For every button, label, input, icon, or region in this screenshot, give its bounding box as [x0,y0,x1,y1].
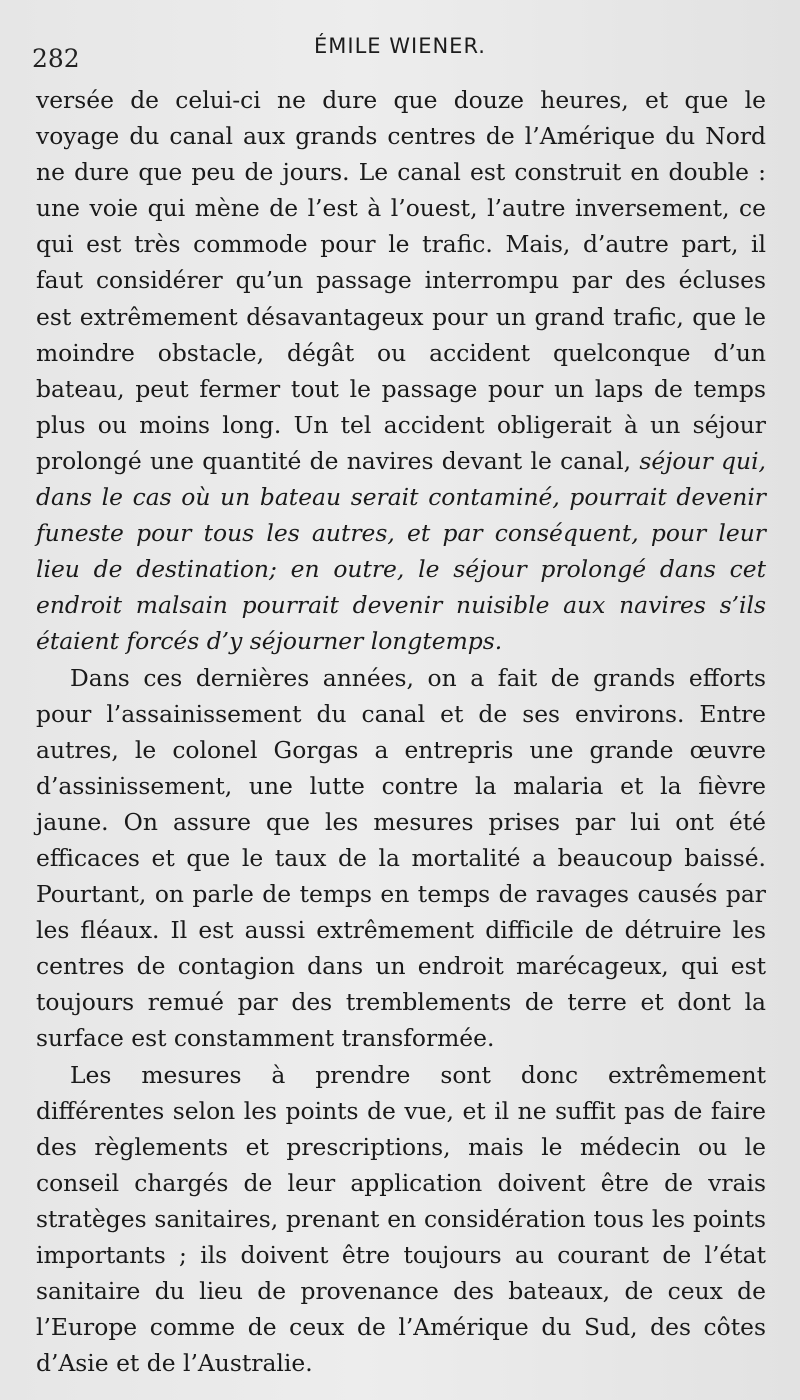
running-head: ÉMILE WIENER. [314,34,486,58]
page-number: 282 [32,44,80,73]
paragraph-2: Dans ces dernières années, on a fait de grands efforts pour l’assainissement du canal et de ses environs. Entre autres, le colonel Gorgas a entrepris une grande œuvre d’assinissement, une lutte contre la malaria et la fièvre jaune. On assure que les mesures prises par lui ont été efficaces et que le taux de la mortalité a beaucoup baissé. Pourtant, on parle de temps en temps de ravages causés par les fléaux. Il est aussi extrêmement difficile de détruire les centres de contagion dans un endroit marécageux, qui est toujours remué par des tremblements de terre et dont la surface est constamment transformée. [36,663,766,1053]
paragraph-1-roman: versée de celui-ci ne dure que douze heures, et que le voyage du canal aux grands centres de l’Amérique du Nord ne dure que peu de jours. Le canal est construit en double : une voie qui mène de l’est à l’ouest, l’autre inversement, ce qui est très commode pour le trafic. Mais, d’autre part, il faut considérer qu’un passage interrompu par des écluses est extrêmement désavantageux pour un grand trafic, que le moindre obstacle, dégât ou accident quelconque d’un bateau, peut fermer tout le passage pour un laps de temps plus ou moins long. Un tel accident obligerait à un séjour prolongé une quantité de navires devant le canal, [36,86,766,475]
paragraph-1-italic: séjour qui, dans le cas où un bateau serait contaminé, pourrait devenir funeste pour tous les autres, et par conséquent, pour leur lieu de destination; en outre, le séjour prolongé dans cet endroit malsain pourrait devenir nuisible aux navires s’ils étaient forcés d’y séjourner longtemps. [36,446,766,656]
body-text [36,82,766,1381]
paragraph-3: Les mesures à prendre sont donc extrêmement différentes selon les points de vue, et il ne suffit pas de faire des règlements et prescriptions, mais le médecin ou le conseil chargés de leur application doivent être de vrais stratèges sanitaires, prenant en considération tous les points importants ; ils doivent être toujours au courant de l’état sanitaire du lieu de provenance des bateaux, de ceux de l’Europe comme de ceux de l’Amérique du Sud, des côtes d’Asie et de l’Australie. [36,1060,766,1378]
paragraph-1 [36,82,766,660]
page-header [0,28,800,73]
